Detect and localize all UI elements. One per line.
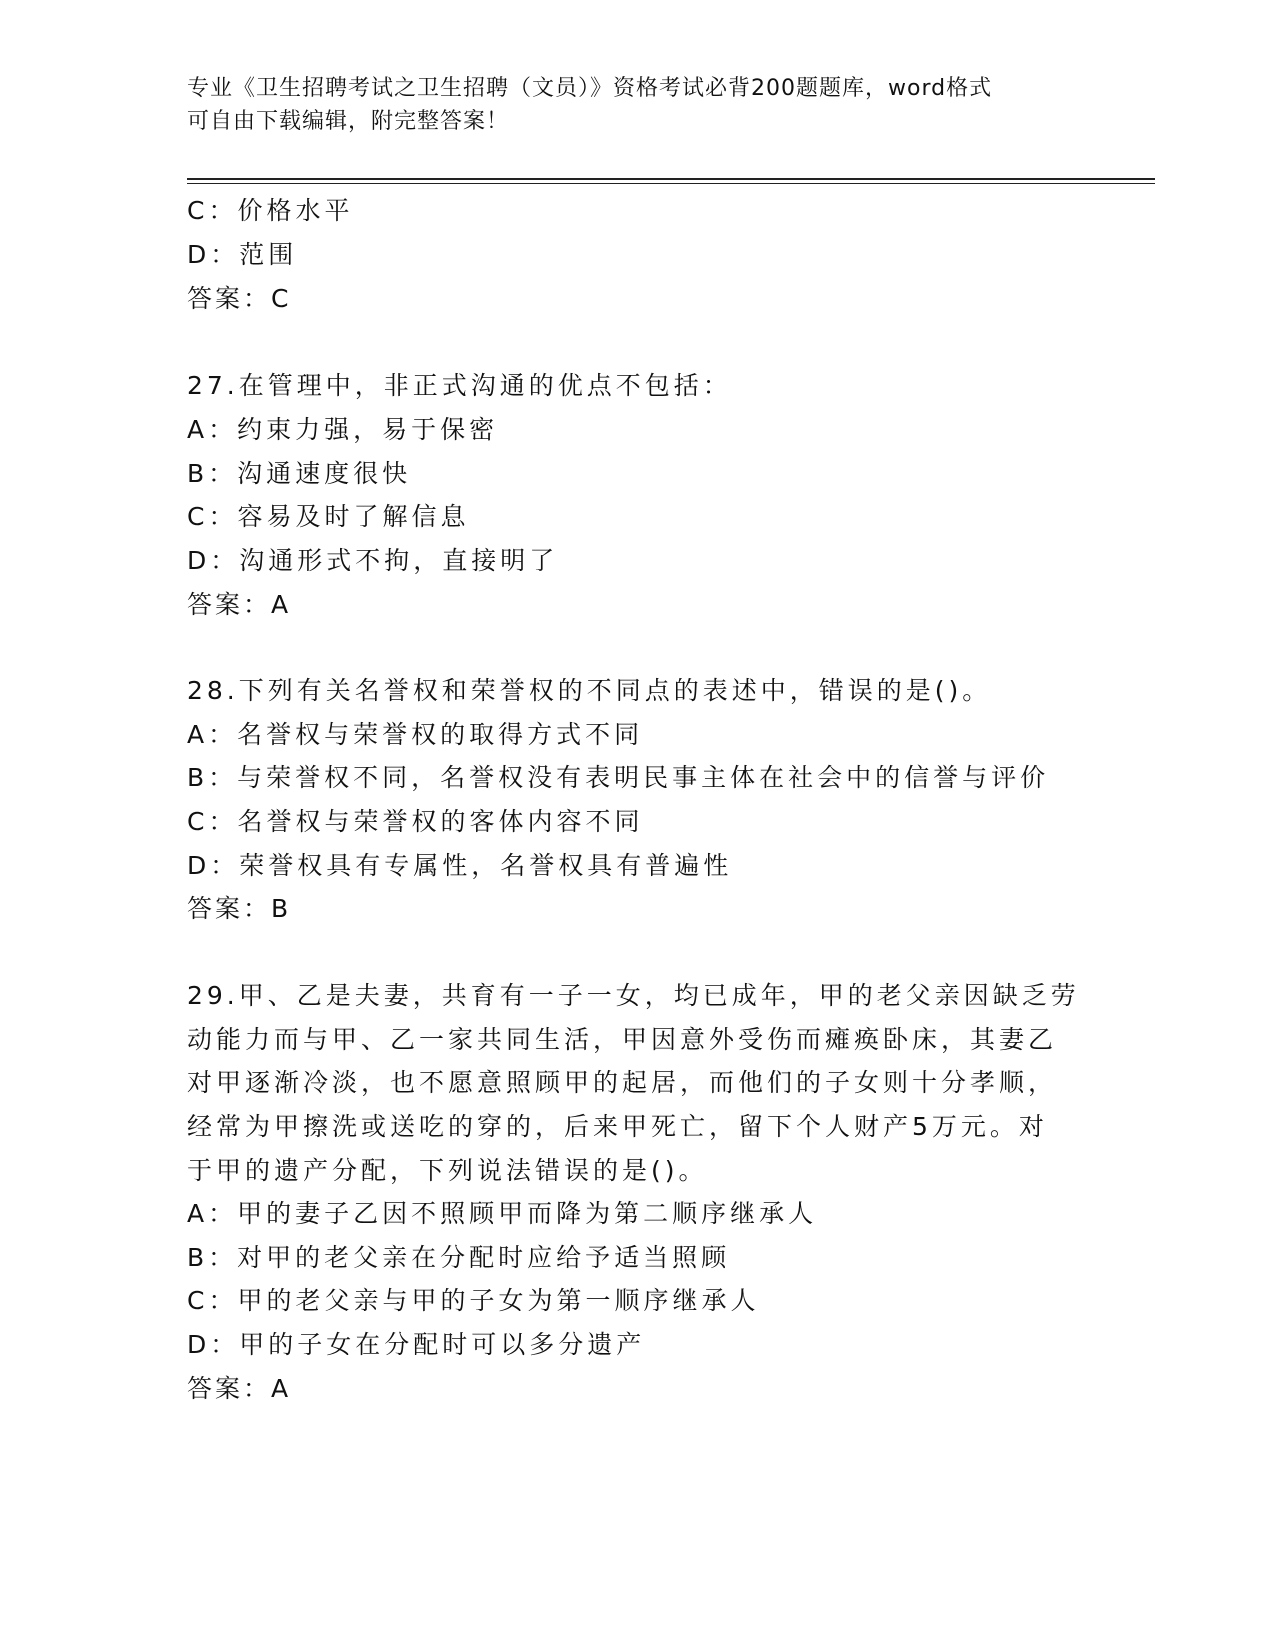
q28-option-a: A：名誉权与荣誉权的取得方式不同 [187,720,644,749]
q27-option-d: D：沟通形式不拘，直接明了 [187,546,559,575]
q29-stem-line-3: 对甲逐渐冷淡，也不愿意照顾甲的起居，而他们的子女则十分孝顺， [187,1068,1058,1097]
q27-stem: 27.在管理中，非正式沟通的优点不包括： [187,371,732,400]
q29-option-d: D：甲的子女在分配时可以多分遗产 [187,1330,646,1359]
prev-answer: 答案：C [187,284,292,313]
q29-stem-line-1: 29.甲、乙是夫妻，共育有一子一女，均已成年，甲的老父亲因缺乏劳 [187,981,1080,1010]
q28-answer: 答案：B [187,894,292,923]
q29-option-b: B：对甲的老父亲在分配时应给予适当照顾 [187,1243,731,1272]
q29-stem-line-2: 动能力而与甲、乙一家共同生活，甲因意外受伤而瘫痪卧床，其妻乙 [187,1025,1058,1054]
q27-option-a: A：约束力强，易于保密 [187,415,499,444]
q29-stem-line-4: 经常为甲擦洗或送吃的穿的，后来甲死亡，留下个人财产5万元。对 [187,1112,1048,1141]
q29-stem-line-5: 于甲的遗产分配，下列说法错误的是()。 [187,1156,708,1185]
q29-answer: 答案：A [187,1374,292,1403]
q28-option-d: D：荣誉权具有专属性，名誉权具有普遍性 [187,851,733,880]
q28-option-c: C：名誉权与荣誉权的客体内容不同 [187,807,644,836]
q27-answer: 答案：A [187,590,292,619]
q28-stem: 28.下列有关名誉权和荣誉权的不同点的表述中，错误的是()。 [187,676,992,705]
q27-option-c: C：容易及时了解信息 [187,502,470,531]
prev-option-c: C：价格水平 [187,196,354,225]
q29-option-c: C：甲的老父亲与甲的子女为第一顺序继承人 [187,1286,760,1315]
q29-option-a: A：甲的妻子乙因不照顾甲而降为第二顺序继承人 [187,1199,818,1228]
header-line-2: 可自由下载编辑，附完整答案！ [187,109,510,134]
header-line-1: 专业《卫生招聘考试之卫生招聘（文员）》资格考试必背200题题库，word格式 [187,76,993,101]
q27-option-b: B：沟通速度很快 [187,459,412,488]
document-header [187,72,1067,138]
prev-option-d: D：范围 [187,240,298,269]
header-rule-thick [187,178,1155,180]
header-rule-thin [187,183,1155,184]
q28-option-b: B：与荣誉权不同，名誉权没有表明民事主体在社会中的信誉与评价 [187,763,1050,792]
